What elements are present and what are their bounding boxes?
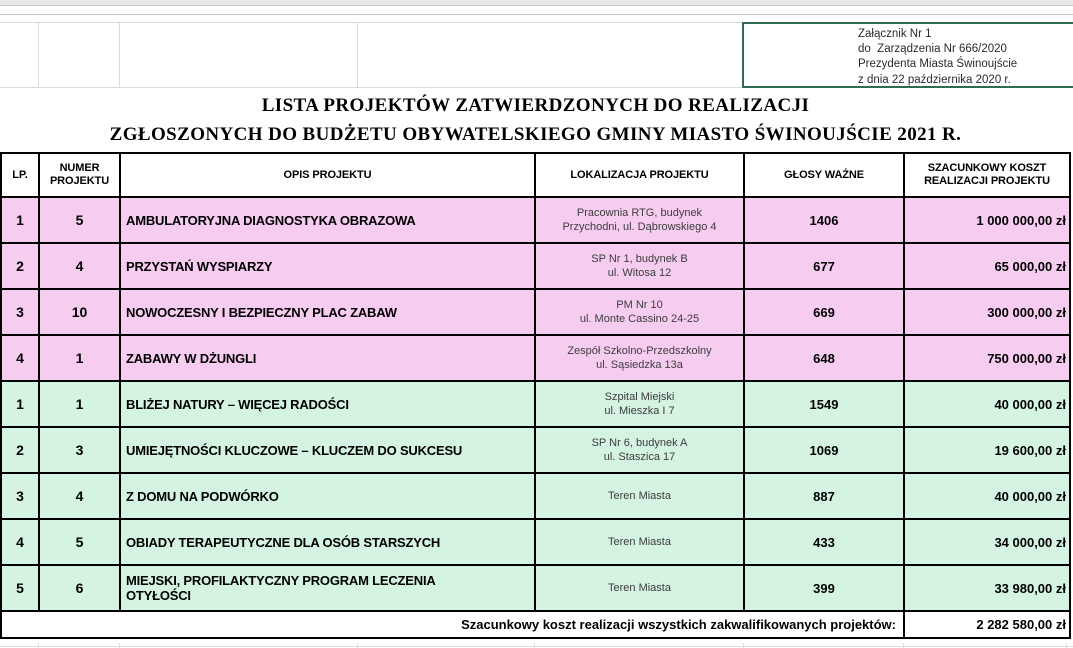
cell-project-number: 5 <box>40 198 121 242</box>
cell-votes: 887 <box>745 474 905 518</box>
sheet-gridline <box>1066 643 1067 648</box>
cell-location: PM Nr 10 ul. Monte Cassino 24-25 <box>536 290 745 334</box>
cell-lp: 1 <box>2 382 40 426</box>
sheet-gridline <box>0 14 1073 15</box>
attachment-note-line: Prezydenta Miasta Świnoujście <box>858 58 1018 71</box>
cell-description: BLIŻEJ NATURY – WIĘCEJ RADOŚCI <box>126 396 349 412</box>
document-title <box>0 88 1071 152</box>
sheet-gridline <box>119 22 120 87</box>
cell-lp: 2 <box>2 428 40 472</box>
cell-description: ZABAWY W DŻUNGLI <box>126 350 257 366</box>
cell-votes: 399 <box>745 566 905 610</box>
sheet-gridline <box>903 643 904 648</box>
table-row <box>2 336 1069 382</box>
sheet-gridline <box>534 643 535 648</box>
sheet-gridline <box>357 22 358 87</box>
sheet-gridline <box>38 22 39 87</box>
cell-description: UMIEJĘTNOŚCI KLUCZOWE – KLUCZEM DO SUKCESU <box>126 442 463 458</box>
cell-project-number: 1 <box>40 336 121 380</box>
cell-location: SP Nr 6, budynek A ul. Staszica 17 <box>536 428 745 472</box>
table-row <box>2 520 1069 566</box>
header-location: LOKALIZACJA PROJEKTU <box>536 154 745 196</box>
cell-lp: 5 <box>2 566 40 610</box>
attachment-note-line: Załącznik Nr 1 <box>858 28 932 40</box>
cell-cost: 65 000,00 zł <box>994 258 1066 274</box>
cell-votes: 1549 <box>745 382 905 426</box>
cell-cost: 19 600,00 zł <box>994 442 1066 458</box>
cell-cost: 1 000 000,00 zł <box>976 212 1066 228</box>
table-row <box>2 382 1069 428</box>
cell-cost: 40 000,00 zł <box>994 396 1066 412</box>
table-row <box>2 290 1069 336</box>
cell-project-number: 4 <box>40 474 121 518</box>
sheet-gridline <box>357 643 358 648</box>
sheet-top-chrome <box>0 0 1073 6</box>
cell-location: Teren Miasta <box>536 520 745 564</box>
cell-project-number: 4 <box>40 244 121 288</box>
sheet-gridline <box>119 643 120 648</box>
header-project-number: NUMER PROJEKTU <box>40 154 121 196</box>
table-row <box>2 428 1069 474</box>
cell-description: OBIADY TERAPEUTYCZNE DLA OSÓB STARSZYCH <box>126 534 441 550</box>
footer-total-label: Szacunkowy koszt realizacji wszystkich zakwalifikowanych projektów: <box>2 612 905 637</box>
cell-project-number: 6 <box>40 566 121 610</box>
header-lp: LP. <box>2 154 40 196</box>
attachment-note-line: do Zarządzenia Nr 666/2020 <box>858 43 1007 56</box>
attachment-note-box <box>742 22 1073 88</box>
cell-cost: 34 000,00 zł <box>994 534 1066 550</box>
document-title-line2: ZGŁOSZONYCH DO BUDŻETU OBYWATELSKIEGO GMINY MIASTO ŚWINOUJŚCIE 2021 R. <box>109 124 962 145</box>
cell-description: Z DOMU NA PODWÓRKO <box>126 488 279 504</box>
cell-votes: 677 <box>745 244 905 288</box>
table-header-row <box>2 154 1069 198</box>
cell-lp: 4 <box>2 520 40 564</box>
cell-cost: 33 980,00 zł <box>994 580 1066 596</box>
table-row <box>2 566 1069 612</box>
document-title-line1: LISTA PROJEKTÓW ZATWIERDZONYCH DO REALIZACJI <box>261 95 810 116</box>
cell-description: AMBULATORYJNA DIAGNOSTYKA OBRAZOWA <box>126 212 416 228</box>
cell-description: PRZYSTAŃ WYSPIARZY <box>126 258 273 274</box>
cell-votes: 1069 <box>745 428 905 472</box>
cell-cost: 40 000,00 zł <box>994 488 1066 504</box>
cell-location: Pracownia RTG, budynek Przychodni, ul. Dąbrowskiego 4 <box>536 198 745 242</box>
cell-location: SP Nr 1, budynek B ul. Witosa 12 <box>536 244 745 288</box>
cell-lp: 3 <box>2 474 40 518</box>
cell-project-number: 10 <box>40 290 121 334</box>
cell-project-number: 3 <box>40 428 121 472</box>
cell-lp: 1 <box>2 198 40 242</box>
cell-project-number: 1 <box>40 382 121 426</box>
table-row <box>2 474 1069 520</box>
cell-project-number: 5 <box>40 520 121 564</box>
table-row <box>2 244 1069 290</box>
cell-cost: 750 000,00 zł <box>987 350 1066 366</box>
cell-location: Teren Miasta <box>536 566 745 610</box>
footer-total-value: 2 282 580,00 zł <box>976 617 1066 632</box>
cell-votes: 648 <box>745 336 905 380</box>
sheet-gridline <box>0 22 742 23</box>
attachment-note-line: z dnia 22 października 2020 r. <box>858 73 1011 86</box>
projects-table <box>0 152 1071 639</box>
header-description: OPIS PROJEKTU <box>121 154 536 196</box>
attachment-note-text <box>858 27 1017 88</box>
cell-cost: 300 000,00 zł <box>987 304 1066 320</box>
cell-votes: 433 <box>745 520 905 564</box>
sheet-gridline <box>743 643 744 648</box>
cell-votes: 669 <box>745 290 905 334</box>
header-cost: SZACUNKOWY KOSZT REALIZACJI PROJEKTU <box>924 162 1050 187</box>
table-row <box>2 198 1069 244</box>
cell-description: NOWOCZESNY I BEZPIECZNY PLAC ZABAW <box>126 304 397 320</box>
cell-votes: 1406 <box>745 198 905 242</box>
cell-location: Szpital Miejski ul. Mieszka I 7 <box>536 382 745 426</box>
table-footer-row <box>2 612 1069 637</box>
sheet-gridline <box>0 646 1073 647</box>
cell-lp: 3 <box>2 290 40 334</box>
cell-location: Teren Miasta <box>536 474 745 518</box>
cell-description: MIEJSKI, PROFILAKTYCZNY PROGRAM LECZENIA OTYŁOŚCI <box>126 573 436 603</box>
cell-lp: 2 <box>2 244 40 288</box>
sheet-gridline <box>38 643 39 648</box>
header-votes: GŁOSY WAŻNE <box>745 154 905 196</box>
cell-lp: 4 <box>2 336 40 380</box>
cell-location: Zespół Szkolno-Przedszkolny ul. Sąsiedzka 13a <box>536 336 745 380</box>
